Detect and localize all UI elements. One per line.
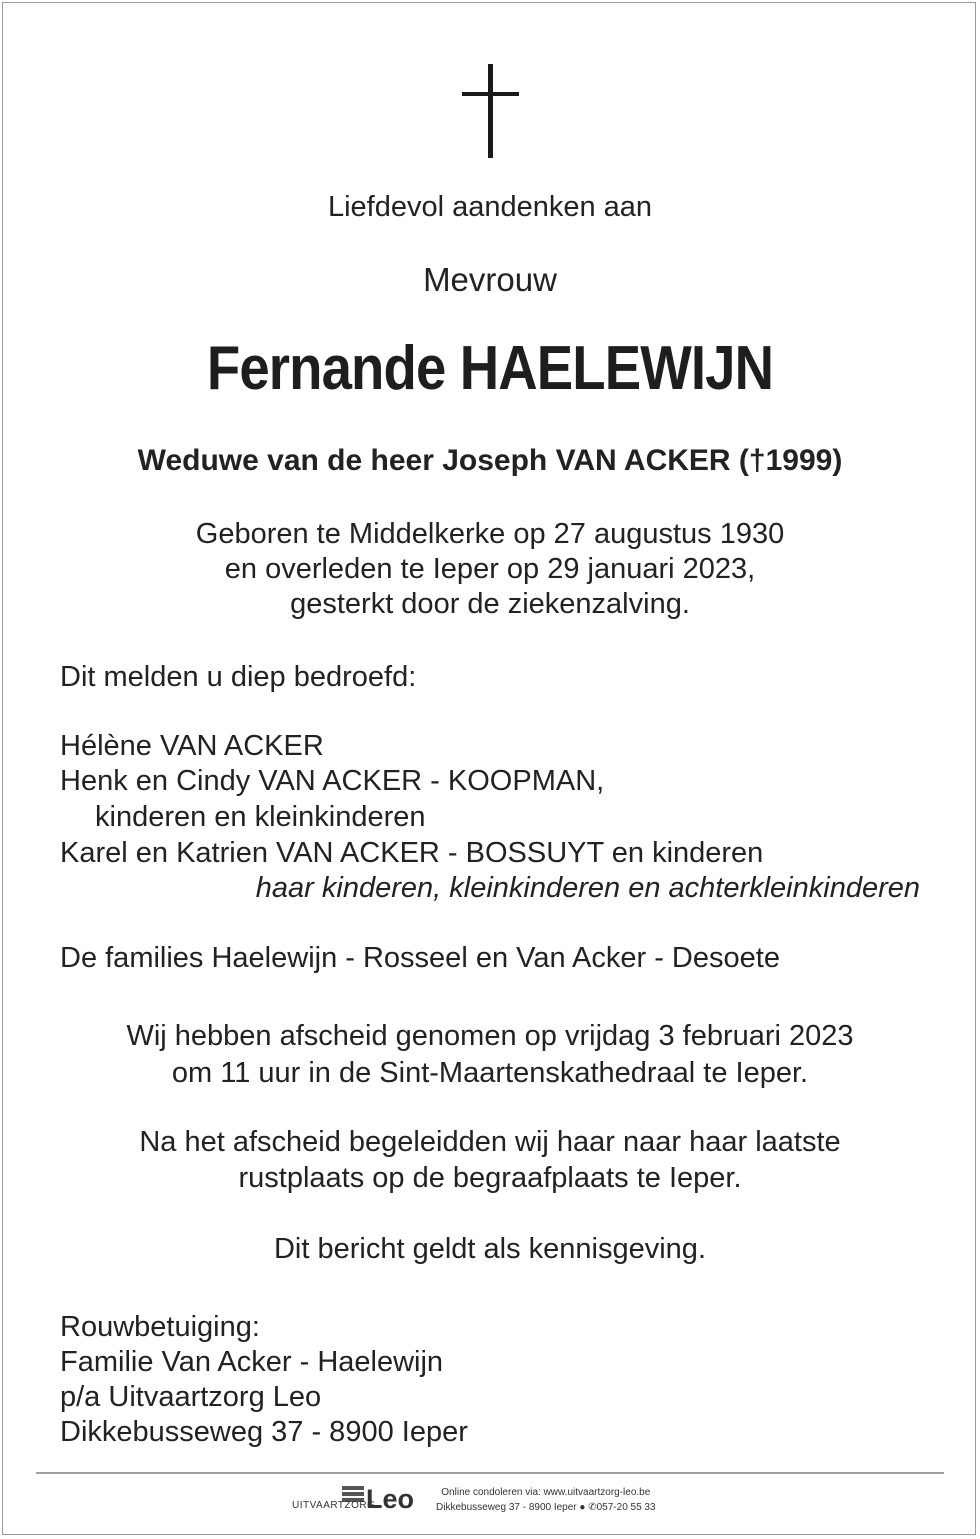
remembrance-text: Liefdevol aandenken aan: [327, 191, 653, 223]
announcer-line: Henk en Cindy VAN ACKER - KOOPMAN,: [60, 765, 605, 797]
funeral-home-logo: [292, 1478, 432, 1518]
birth-line: Geboren te Middelkerke op 27 augustus 1930: [195, 518, 785, 550]
cross-icon: [0, 0, 980, 170]
deceased-name: Fernande HAELEWIJN: [206, 334, 774, 403]
farewell-line: Wij hebben afscheid genomen op vrijdag 3 februari 2023: [126, 1020, 854, 1052]
burial-line: rustplaats op de begraafplaats te Ieper.: [238, 1162, 742, 1194]
burial-line: Na het afscheid begeleidden wij haar naar haar laatste: [139, 1126, 841, 1158]
announcer-line: kinderen en kleinkinderen: [95, 801, 426, 833]
announcer-line: Karel en Katrien VAN ACKER - BOSSUYT en kinderen: [60, 837, 764, 869]
notice-line: Dit bericht geldt als kennisgeving.: [273, 1233, 706, 1265]
footer-contact: [436, 1485, 656, 1515]
footer-divider: [36, 1472, 944, 1474]
footer-address: Dikkebusseweg 37 - 8900 Ieper ● ✆057-20 55 33: [436, 1502, 656, 1513]
announcers-intro: Dit melden u diep bedroefd:: [60, 661, 417, 693]
footer-online-link[interactable]: Online condoleren via: www.uitvaartzorg-leo.be: [441, 1487, 651, 1498]
condolences-line: p/a Uitvaartzorg Leo: [60, 1381, 322, 1413]
spouse-line: Weduwe van de heer Joseph VAN ACKER (†1999): [137, 444, 843, 477]
families-line: De families Haelewijn - Rosseel en Van Acker - Desoete: [60, 942, 780, 974]
announcer-line-italic: haar kinderen, kleinkinderen en achterkleinkinderen: [255, 872, 920, 904]
condolences-line: Familie Van Acker - Haelewijn: [60, 1346, 444, 1378]
farewell-line: om 11 uur in de Sint-Maartenskathedraal te Ieper.: [171, 1057, 809, 1089]
logo-small-text: UITVAARTZORG: [292, 1500, 376, 1511]
condolences-address: Dikkebusseweg 37 - 8900 Ieper: [60, 1416, 468, 1448]
sacrament-line: gesterkt door de ziekenzalving.: [290, 588, 690, 620]
condolences-heading: Rouwbetuiging:: [60, 1311, 260, 1343]
death-line: en overleden te Ieper op 29 januari 2023,: [224, 553, 756, 585]
logo-big-text: Leo: [366, 1484, 415, 1514]
announcer-line: Hélène VAN ACKER: [60, 730, 324, 762]
honorific: Mevrouw: [423, 261, 557, 298]
